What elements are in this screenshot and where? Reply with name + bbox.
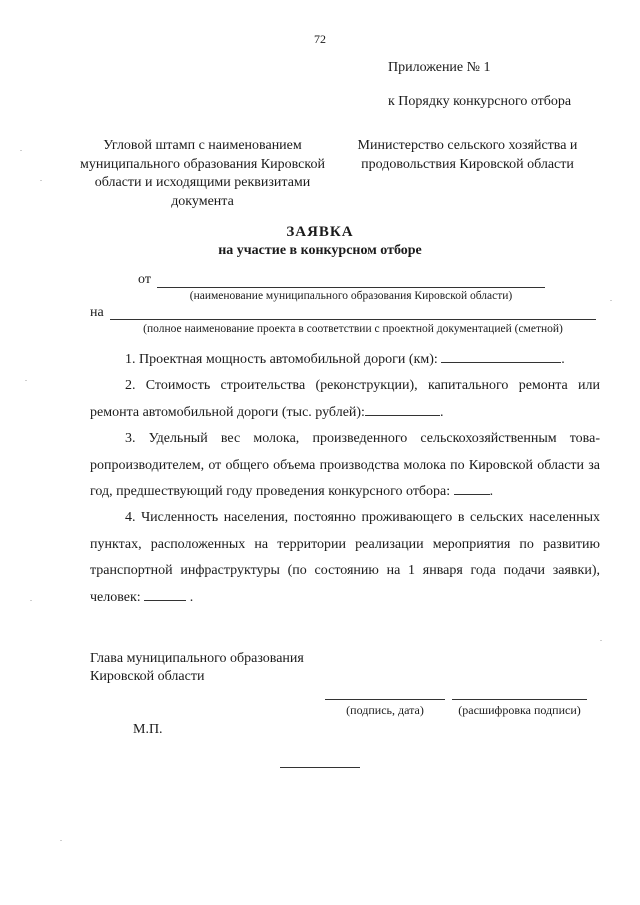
item-3-tail: . [489, 484, 494, 499]
item-1-tail: . [561, 352, 565, 367]
appendix-reference: к Порядку конкурсного отбора [388, 94, 572, 109]
item-2-blank[interactable] [365, 403, 440, 416]
project-label: на [90, 305, 104, 320]
signature-line[interactable] [325, 699, 445, 700]
decode-line[interactable] [452, 699, 587, 700]
corner-stamp-placeholder: Угловой штамп с наименованием муниципального образования Кировской области и исходящими реквизитами документа [80, 138, 325, 209]
document-title: ЗАЯВКА [286, 224, 354, 240]
item-3-text: 3. Удельный вес молока, произведенного сельскохозяйственным товаропроизводителем, от общего объема производства молока по Кировской области за год, предшествующий году проведения конкурсного отбора: [90, 431, 600, 499]
item-1-blank[interactable] [441, 350, 561, 363]
item-1-text: 1. Проектная мощность автомобильной дороги (км): [125, 352, 438, 367]
from-caption: (наименование муниципального образования Кировской области) [189, 290, 513, 302]
project-caption: (полное наименование проекта в соответствии с проектной документацией (сметной) [143, 323, 563, 335]
appendix-number: Приложение № 1 [388, 60, 491, 75]
head-of-municipality: Главa муниципального образования Кировской области [90, 651, 304, 684]
from-label: от [138, 272, 151, 287]
item-1-road-capacity [90, 347, 600, 374]
item-4-text: 4. Численность населения, постоянно проживающего в сельских населенных пунктах, расположенных на территории реализации мероприятия по развитию транспортной инфраструктуры (по состоянию на 1 января года подачи заявки), человек: [90, 510, 600, 605]
addressee-ministry: Министерство сельского хозяйства и продовольствия Кировской области [357, 138, 578, 172]
item-2-construction-cost [90, 373, 600, 426]
item-3-milk-share [90, 426, 600, 506]
page-number: 72 [314, 32, 326, 46]
item-4-population [90, 505, 600, 611]
end-divider [280, 767, 360, 768]
from-input-line[interactable] [157, 287, 545, 288]
item-2-tail: . [439, 404, 444, 420]
item-3-blank[interactable] [454, 482, 490, 495]
item-4-tail: . [189, 589, 194, 605]
stamp-place: М.П. [133, 722, 163, 737]
signature-caption: (подпись, дата) [346, 703, 424, 717]
project-input-line[interactable] [110, 319, 596, 320]
decode-caption: (расшифровка подписи) [458, 703, 581, 717]
document-subtitle: на участие в конкурсном отборе [218, 243, 422, 258]
item-2-text: 2. Стоимость строительства (реконструкции), капитального ремонта или ремонта автомобильной дороги (тыс. рублей): [90, 378, 600, 420]
item-4-blank[interactable] [144, 588, 186, 601]
